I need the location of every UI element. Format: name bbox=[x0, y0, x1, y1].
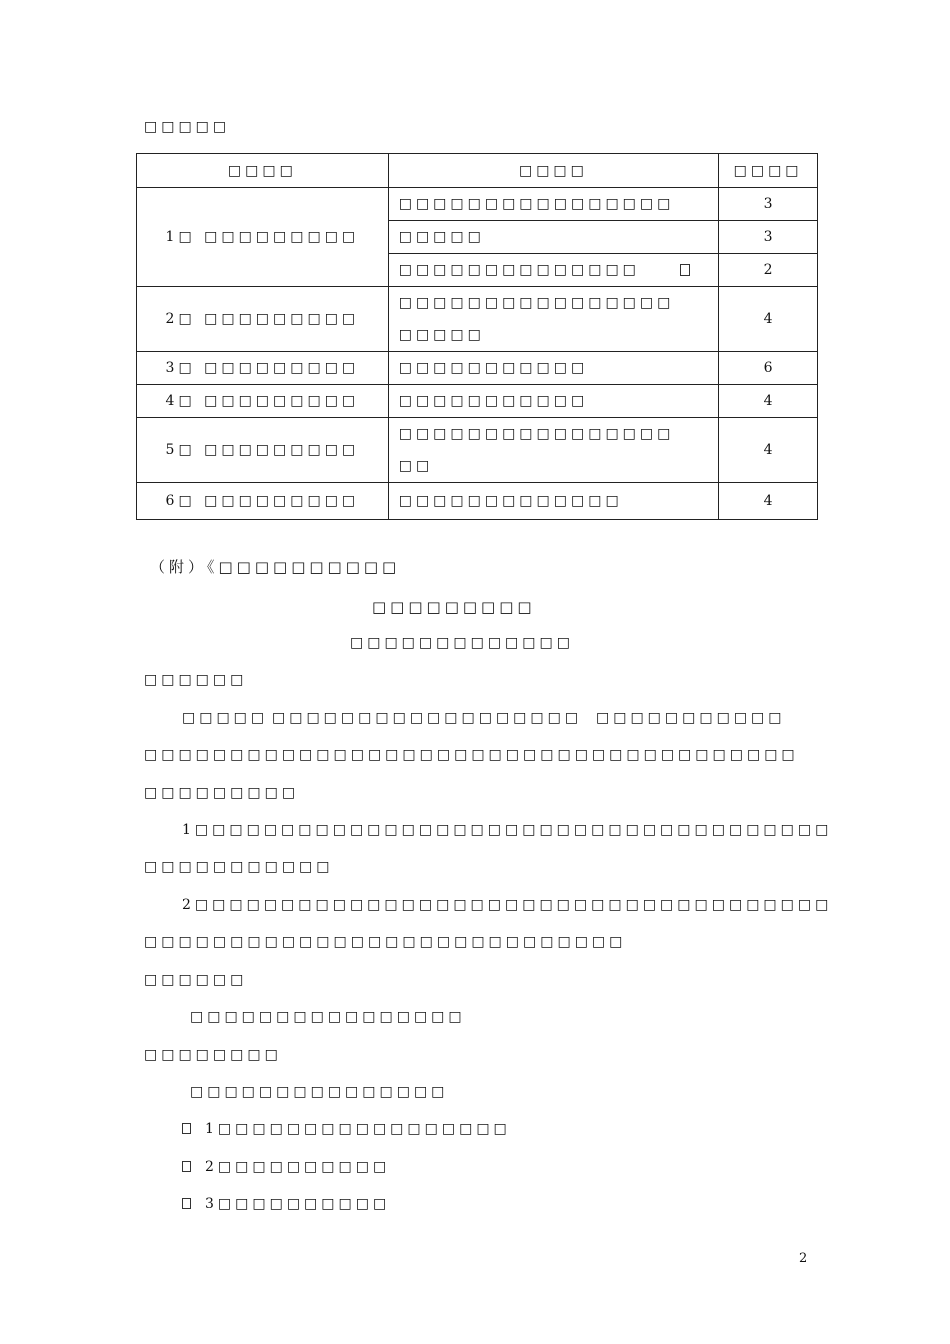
document-subtitle: □□□□□□□□□□□□□ bbox=[350, 635, 574, 651]
table-row bbox=[137, 418, 818, 483]
paragraph-text: □□□□□□□□□□□ bbox=[144, 859, 334, 875]
table-header-row bbox=[137, 154, 818, 188]
content-cell: □□□□□□□□□□□□□□□□ □□□□□ bbox=[388, 287, 718, 352]
paragraph-text: □□□□□□□□□□□□□□□□□□□□□□□□□□□□□□□□□□□□□□ bbox=[144, 747, 799, 763]
content-cell: □□□□□□□□□□□□□ bbox=[388, 483, 718, 520]
section-label: □□□□□ bbox=[144, 119, 231, 135]
square-glyph-icon bbox=[680, 264, 690, 276]
course-table bbox=[136, 153, 818, 520]
paragraph-text: □□□□□□□□□□□□□□□ bbox=[190, 1084, 449, 1100]
appendix-title: （附）《□□□□□□□□□□ bbox=[150, 558, 401, 576]
content-cell: □□□□□□□□□□□□□□□□ □□ bbox=[388, 418, 718, 483]
section-heading: □□□□□□□□ bbox=[144, 1047, 282, 1063]
list-item: 1□□□□□□□□□□□□□□□□□ bbox=[182, 1122, 511, 1136]
header-cell: □□□□ bbox=[388, 154, 718, 188]
table-row bbox=[137, 352, 818, 385]
content-cell: □□□□□ bbox=[388, 221, 718, 254]
paragraph-text: 2□□□□□□□□□□□□□□□□□□□□□□□□□□□□□□□□□□□□□ bbox=[182, 897, 833, 913]
table-row bbox=[137, 385, 818, 418]
list-item: 3□□□□□□□□□□ bbox=[182, 1197, 390, 1211]
module-label: 5□ □□□□□□□□□ bbox=[137, 418, 389, 483]
section-heading: □□□□□□ bbox=[144, 672, 248, 688]
paragraph-text: □□□□□□□□□□□□□□□□□□ bbox=[272, 710, 583, 726]
hours-cell: 4 bbox=[719, 418, 818, 483]
document-title: □□□□□□□□□ bbox=[372, 598, 536, 616]
list-item: 2□□□□□□□□□□ bbox=[182, 1160, 390, 1174]
section-heading: □□□□□□ bbox=[144, 972, 248, 988]
hours-cell: 6 bbox=[719, 352, 818, 385]
module-label: 1□ □□□□□□□□□ bbox=[137, 188, 389, 287]
hours-cell: 4 bbox=[719, 483, 818, 520]
content-cell: □□□□□□□□□□□□□□□□ bbox=[388, 188, 718, 221]
hours-cell: 4 bbox=[719, 287, 818, 352]
bullet-icon bbox=[182, 1198, 191, 1209]
page-number: 2 bbox=[799, 1251, 808, 1266]
bullet-icon bbox=[182, 1123, 191, 1134]
header-cell: □□□□ bbox=[137, 154, 389, 188]
header-cell: □□□□ bbox=[719, 154, 818, 188]
module-label: 4□ □□□□□□□□□ bbox=[137, 385, 389, 418]
module-label: 3□ □□□□□□□□□ bbox=[137, 352, 389, 385]
section-heading: □□□□□□□□□ bbox=[144, 785, 300, 801]
hours-cell: 2 bbox=[719, 254, 818, 287]
content-cell: □□□□□□□□□□□ bbox=[388, 385, 718, 418]
table-row bbox=[137, 188, 818, 221]
content-cell: □□□□□□□□□□□ bbox=[388, 352, 718, 385]
hours-cell: 3 bbox=[719, 188, 818, 221]
module-label: 6□ □□□□□□□□□ bbox=[137, 483, 389, 520]
paragraph-text: □□□□□□□□□□□□□□□□□□□□□□□□□□□□ bbox=[144, 934, 627, 950]
hours-cell: 3 bbox=[719, 221, 818, 254]
hours-cell: 4 bbox=[719, 385, 818, 418]
content-cell: □□□□□□□□□□□□□□ bbox=[388, 254, 718, 287]
paragraph-text: □□□□□□□□□□□□□□□□ bbox=[190, 1009, 466, 1025]
bullet-icon bbox=[182, 1161, 191, 1172]
module-label: 2□ □□□□□□□□□ bbox=[137, 287, 389, 352]
paragraph-text: □□□□□ bbox=[182, 710, 269, 726]
table-row bbox=[137, 483, 818, 520]
table-row bbox=[137, 287, 818, 352]
paragraph-text: 1□□□□□□□□□□□□□□□□□□□□□□□□□□□□□□□□□□□□□ bbox=[182, 822, 833, 838]
paragraph-text: □□□□□□□□□□□ bbox=[596, 710, 786, 726]
